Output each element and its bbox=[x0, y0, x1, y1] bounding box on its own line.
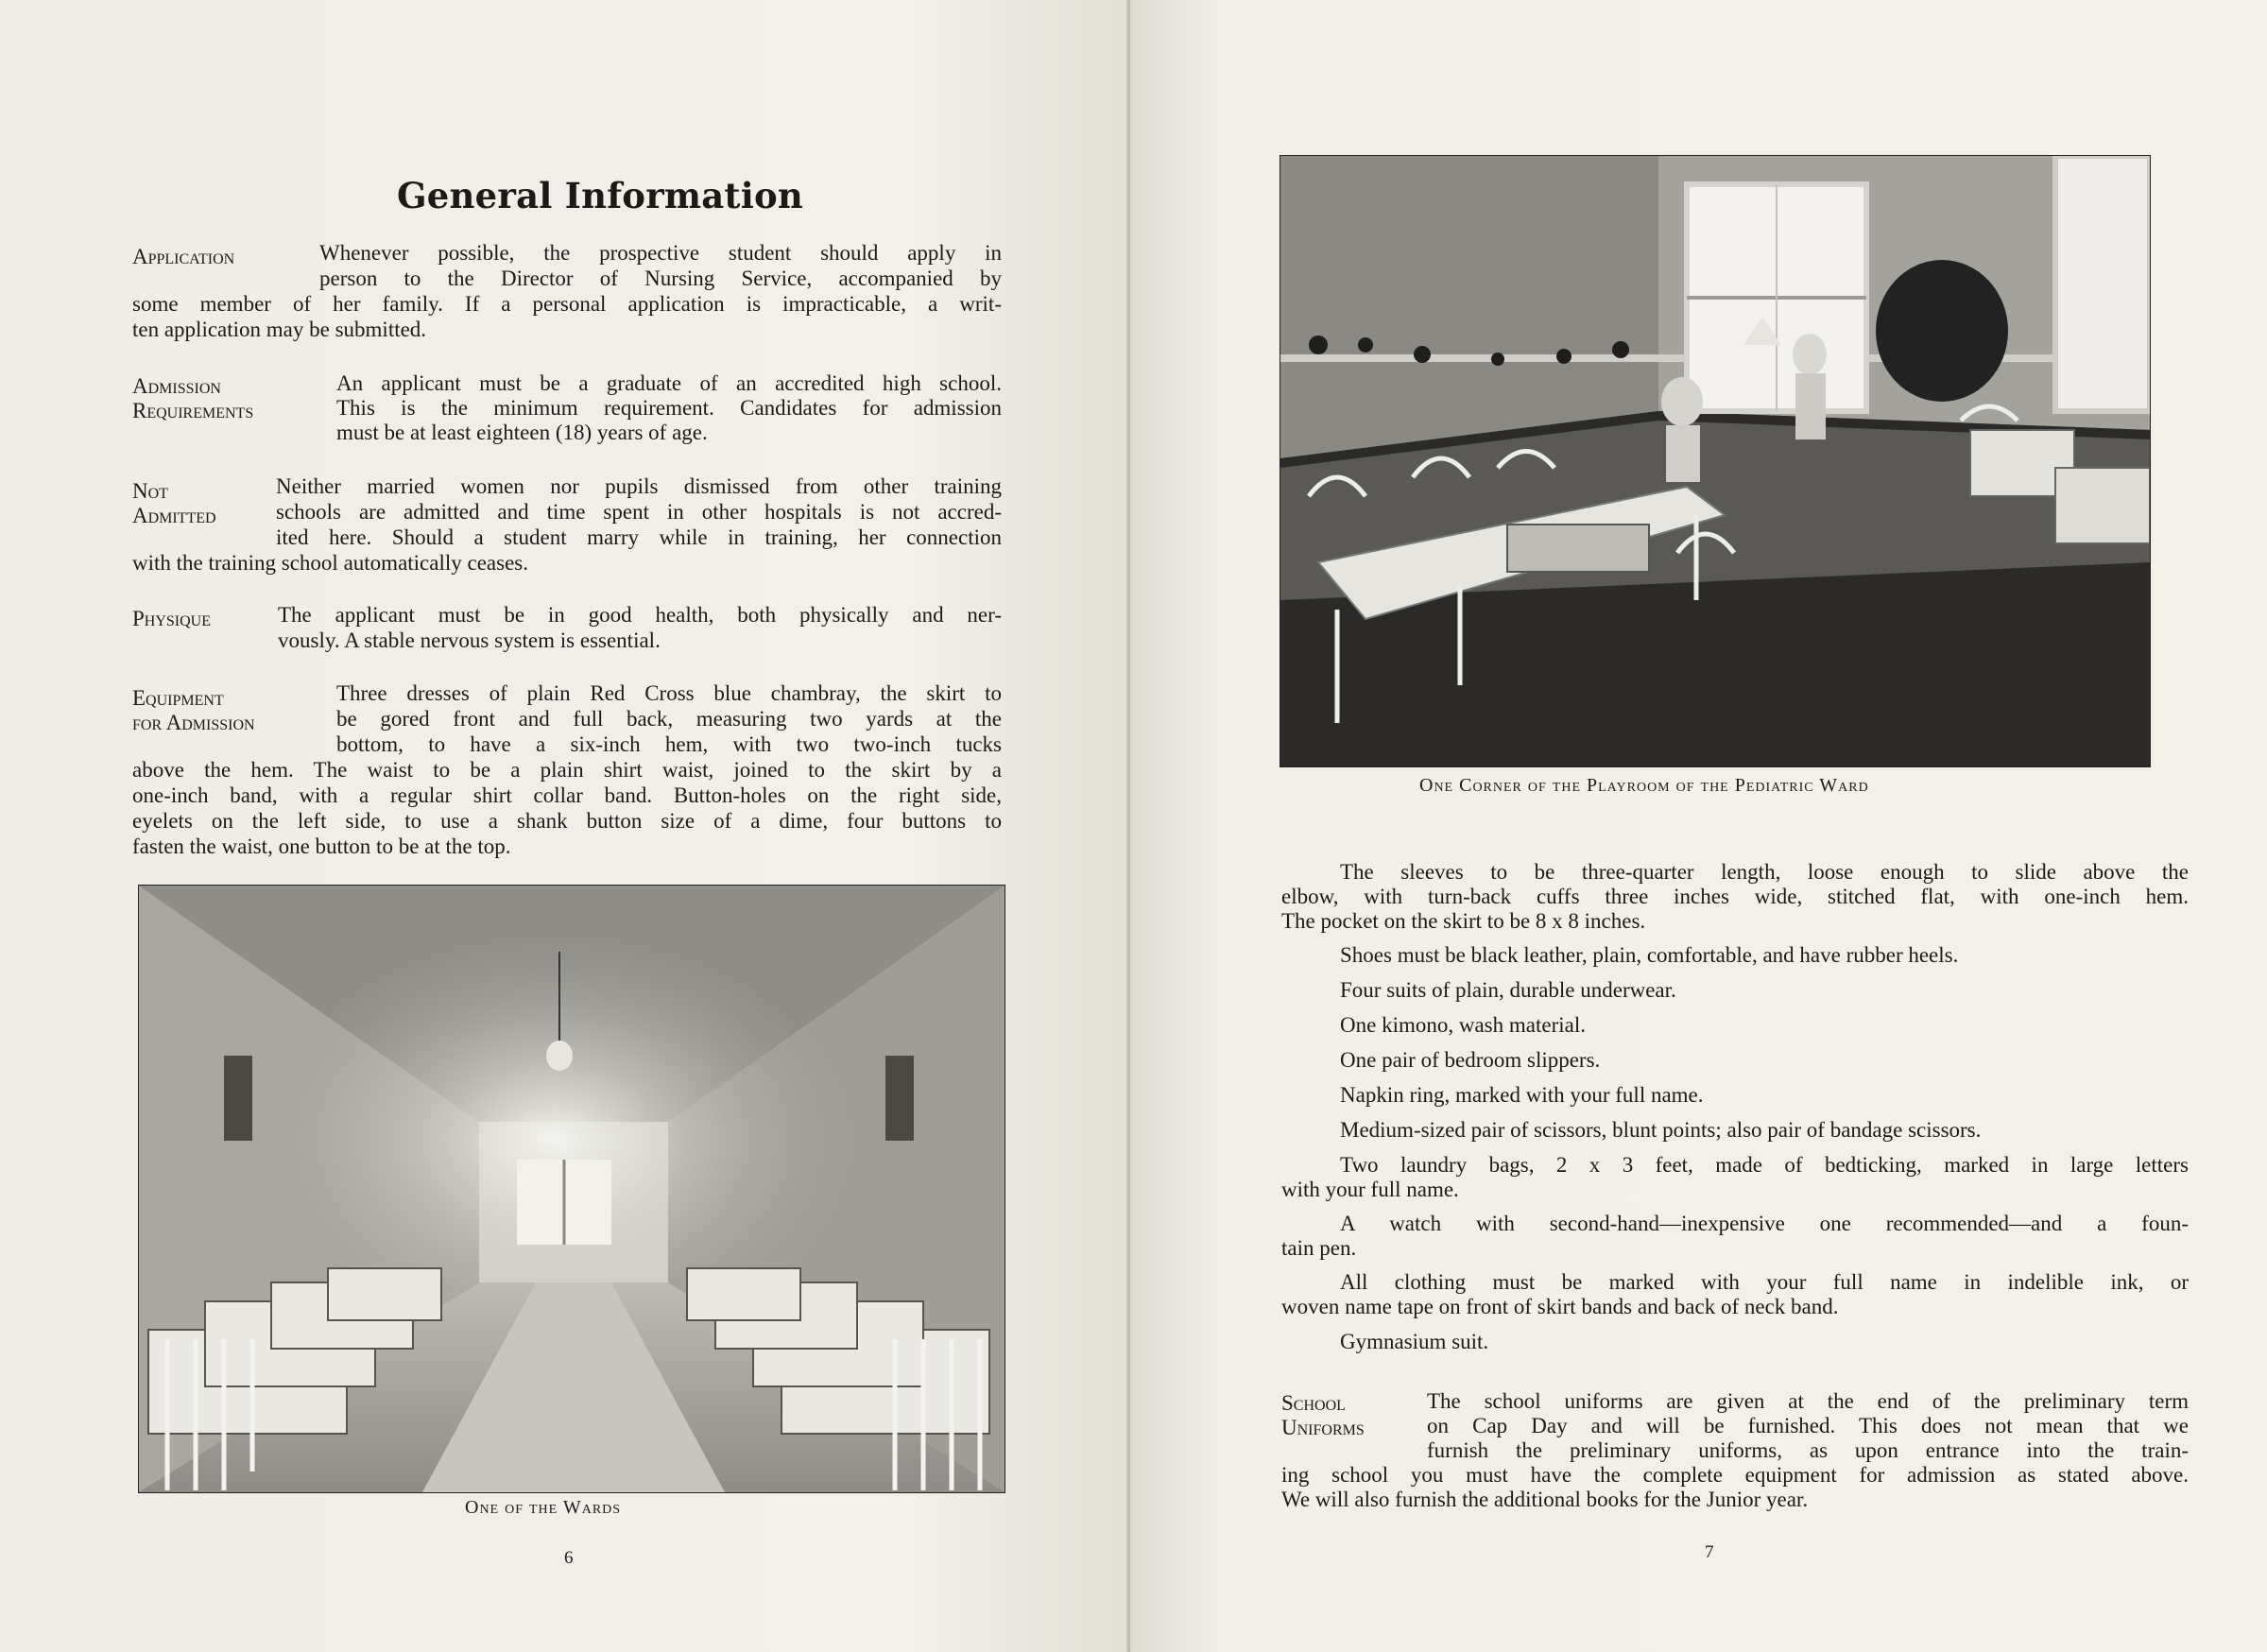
watch-line-2: tain pen. bbox=[1281, 1236, 1357, 1260]
item-napkin-ring: Napkin ring, marked with your full name. bbox=[1340, 1083, 1704, 1107]
laundry-line-1: Two laundry bags, 2 x 3 feet, made of bedticking, marked in large letters bbox=[1340, 1153, 2189, 1177]
equipment-line-5: one-inch band, with a regular shirt collar band. Button-holes on the right side, bbox=[132, 783, 1002, 807]
admission-line-2: This is the minimum requirement. Candidates for admission bbox=[336, 396, 1002, 420]
application-line-2: person to the Director of Nursing Service, accompanied by bbox=[319, 267, 1002, 290]
equipment-line-6: eyelets on the left side, to use a shank button size of a dime, four buttons to bbox=[132, 809, 1002, 833]
physique-line-2: vously. A stable nervous system is essential. bbox=[278, 628, 661, 652]
item-kimono: One kimono, wash material. bbox=[1340, 1013, 1586, 1037]
uniforms-line-3: furnish the preliminary uniforms, as upon entrance into the train- bbox=[1427, 1438, 2189, 1462]
uniforms-line-4: ing school you must have the complete equipment for admission as stated above. bbox=[1281, 1463, 2189, 1487]
item-slippers: One pair of bedroom slippers. bbox=[1340, 1048, 1601, 1072]
page-number-left: 6 bbox=[564, 1548, 574, 1568]
item-gymnasium: Gymnasium suit. bbox=[1340, 1330, 1489, 1353]
admission-line-1: An applicant must be a graduate of an accredited high school. bbox=[336, 371, 1002, 395]
equipment-line-3: bottom, to have a six-inch hem, with two two-inch tucks bbox=[336, 732, 1002, 756]
clothing-line-1: All clothing must be marked with your full name in indelible ink, or bbox=[1340, 1270, 2189, 1294]
admission-line-3: must be at least eighteen (18) years of age. bbox=[336, 421, 708, 444]
equipment-line-7: fasten the waist, one button to be at the top. bbox=[132, 835, 511, 858]
not-admitted-line-2: schools are admitted and time spent in other hospitals is not accred- bbox=[276, 500, 1002, 524]
sleeves-line-3: The pocket on the skirt to be 8 x 8 inches. bbox=[1281, 909, 1646, 933]
playroom-photo-caption: One Corner of the Playroom of the Pediatric Ward bbox=[1419, 775, 1869, 796]
equipment-label-1: Equipment bbox=[132, 686, 224, 710]
playroom-photo bbox=[1279, 155, 2151, 767]
application-line-4: ten application may be submitted. bbox=[132, 318, 427, 341]
admission-label-2: Requirements bbox=[132, 399, 254, 422]
application-label: Application bbox=[132, 245, 235, 268]
uniforms-label-2: Uniforms bbox=[1281, 1416, 1365, 1439]
application-line-1: Whenever possible, the prospective student should apply in bbox=[319, 241, 1002, 265]
ward-photo-caption: One of the Wards bbox=[465, 1497, 622, 1518]
application-line-3: some member of her family. If a personal application is impracticable, a writ- bbox=[132, 292, 1002, 316]
item-shoes: Shoes must be black leather, plain, comfortable, and have rubber heels. bbox=[1340, 943, 1959, 967]
laundry-line-2: with your full name. bbox=[1281, 1178, 1459, 1201]
page-number-right: 7 bbox=[1705, 1542, 1714, 1562]
not-admitted-label-1: Not bbox=[132, 479, 168, 503]
not-admitted-line-3: ited here. Should a student marry while in training, her connection bbox=[276, 525, 1002, 549]
physique-line-1: The applicant must be in good health, both physically and ner- bbox=[278, 603, 1002, 627]
equipment-label-2: for Admission bbox=[132, 711, 255, 734]
sleeves-line-2: elbow, with turn-back cuffs three inches wide, stitched flat, with one-inch hem. bbox=[1281, 885, 2189, 908]
clothing-line-2: woven name tape on front of skirt bands and back of neck band. bbox=[1281, 1295, 1839, 1318]
not-admitted-line-4: with the training school automatically ceases. bbox=[132, 551, 528, 575]
item-scissors: Medium-sized pair of scissors, blunt points; also pair of bandage scissors. bbox=[1340, 1118, 1982, 1142]
equipment-line-2: be gored front and full back, measuring two yards at the bbox=[336, 707, 1002, 731]
ward-photo bbox=[138, 885, 1005, 1493]
uniforms-line-1: The school uniforms are given at the end of the preliminary term bbox=[1427, 1389, 2189, 1413]
ward-photo-image bbox=[139, 886, 1005, 1492]
watch-line-1: A watch with second-hand—inexpensive one recommended—and a foun- bbox=[1340, 1212, 2189, 1235]
physique-label: Physique bbox=[132, 607, 212, 630]
sleeves-line-1: The sleeves to be three-quarter length, loose enough to slide above the bbox=[1340, 860, 2189, 884]
right-page bbox=[1130, 0, 2267, 1652]
left-page bbox=[0, 0, 1130, 1652]
equipment-line-1: Three dresses of plain Red Cross blue chambray, the skirt to bbox=[336, 681, 1002, 705]
page-title: General Information bbox=[397, 175, 803, 216]
uniforms-label-1: School bbox=[1281, 1391, 1346, 1415]
item-underwear: Four suits of plain, durable underwear. bbox=[1340, 978, 1676, 1002]
admission-label-1: Admission bbox=[132, 374, 221, 398]
playroom-photo-image bbox=[1280, 156, 2150, 766]
equipment-line-4: above the hem. The waist to be a plain shirt waist, joined to the skirt by a bbox=[132, 758, 1002, 782]
not-admitted-line-1: Neither married women nor pupils dismissed from other training bbox=[276, 474, 1002, 498]
uniforms-line-5: We will also furnish the additional books for the Junior year. bbox=[1281, 1488, 1809, 1511]
uniforms-line-2: on Cap Day and will be furnished. This does not mean that we bbox=[1427, 1414, 2189, 1437]
not-admitted-label-2: Admitted bbox=[132, 504, 216, 527]
